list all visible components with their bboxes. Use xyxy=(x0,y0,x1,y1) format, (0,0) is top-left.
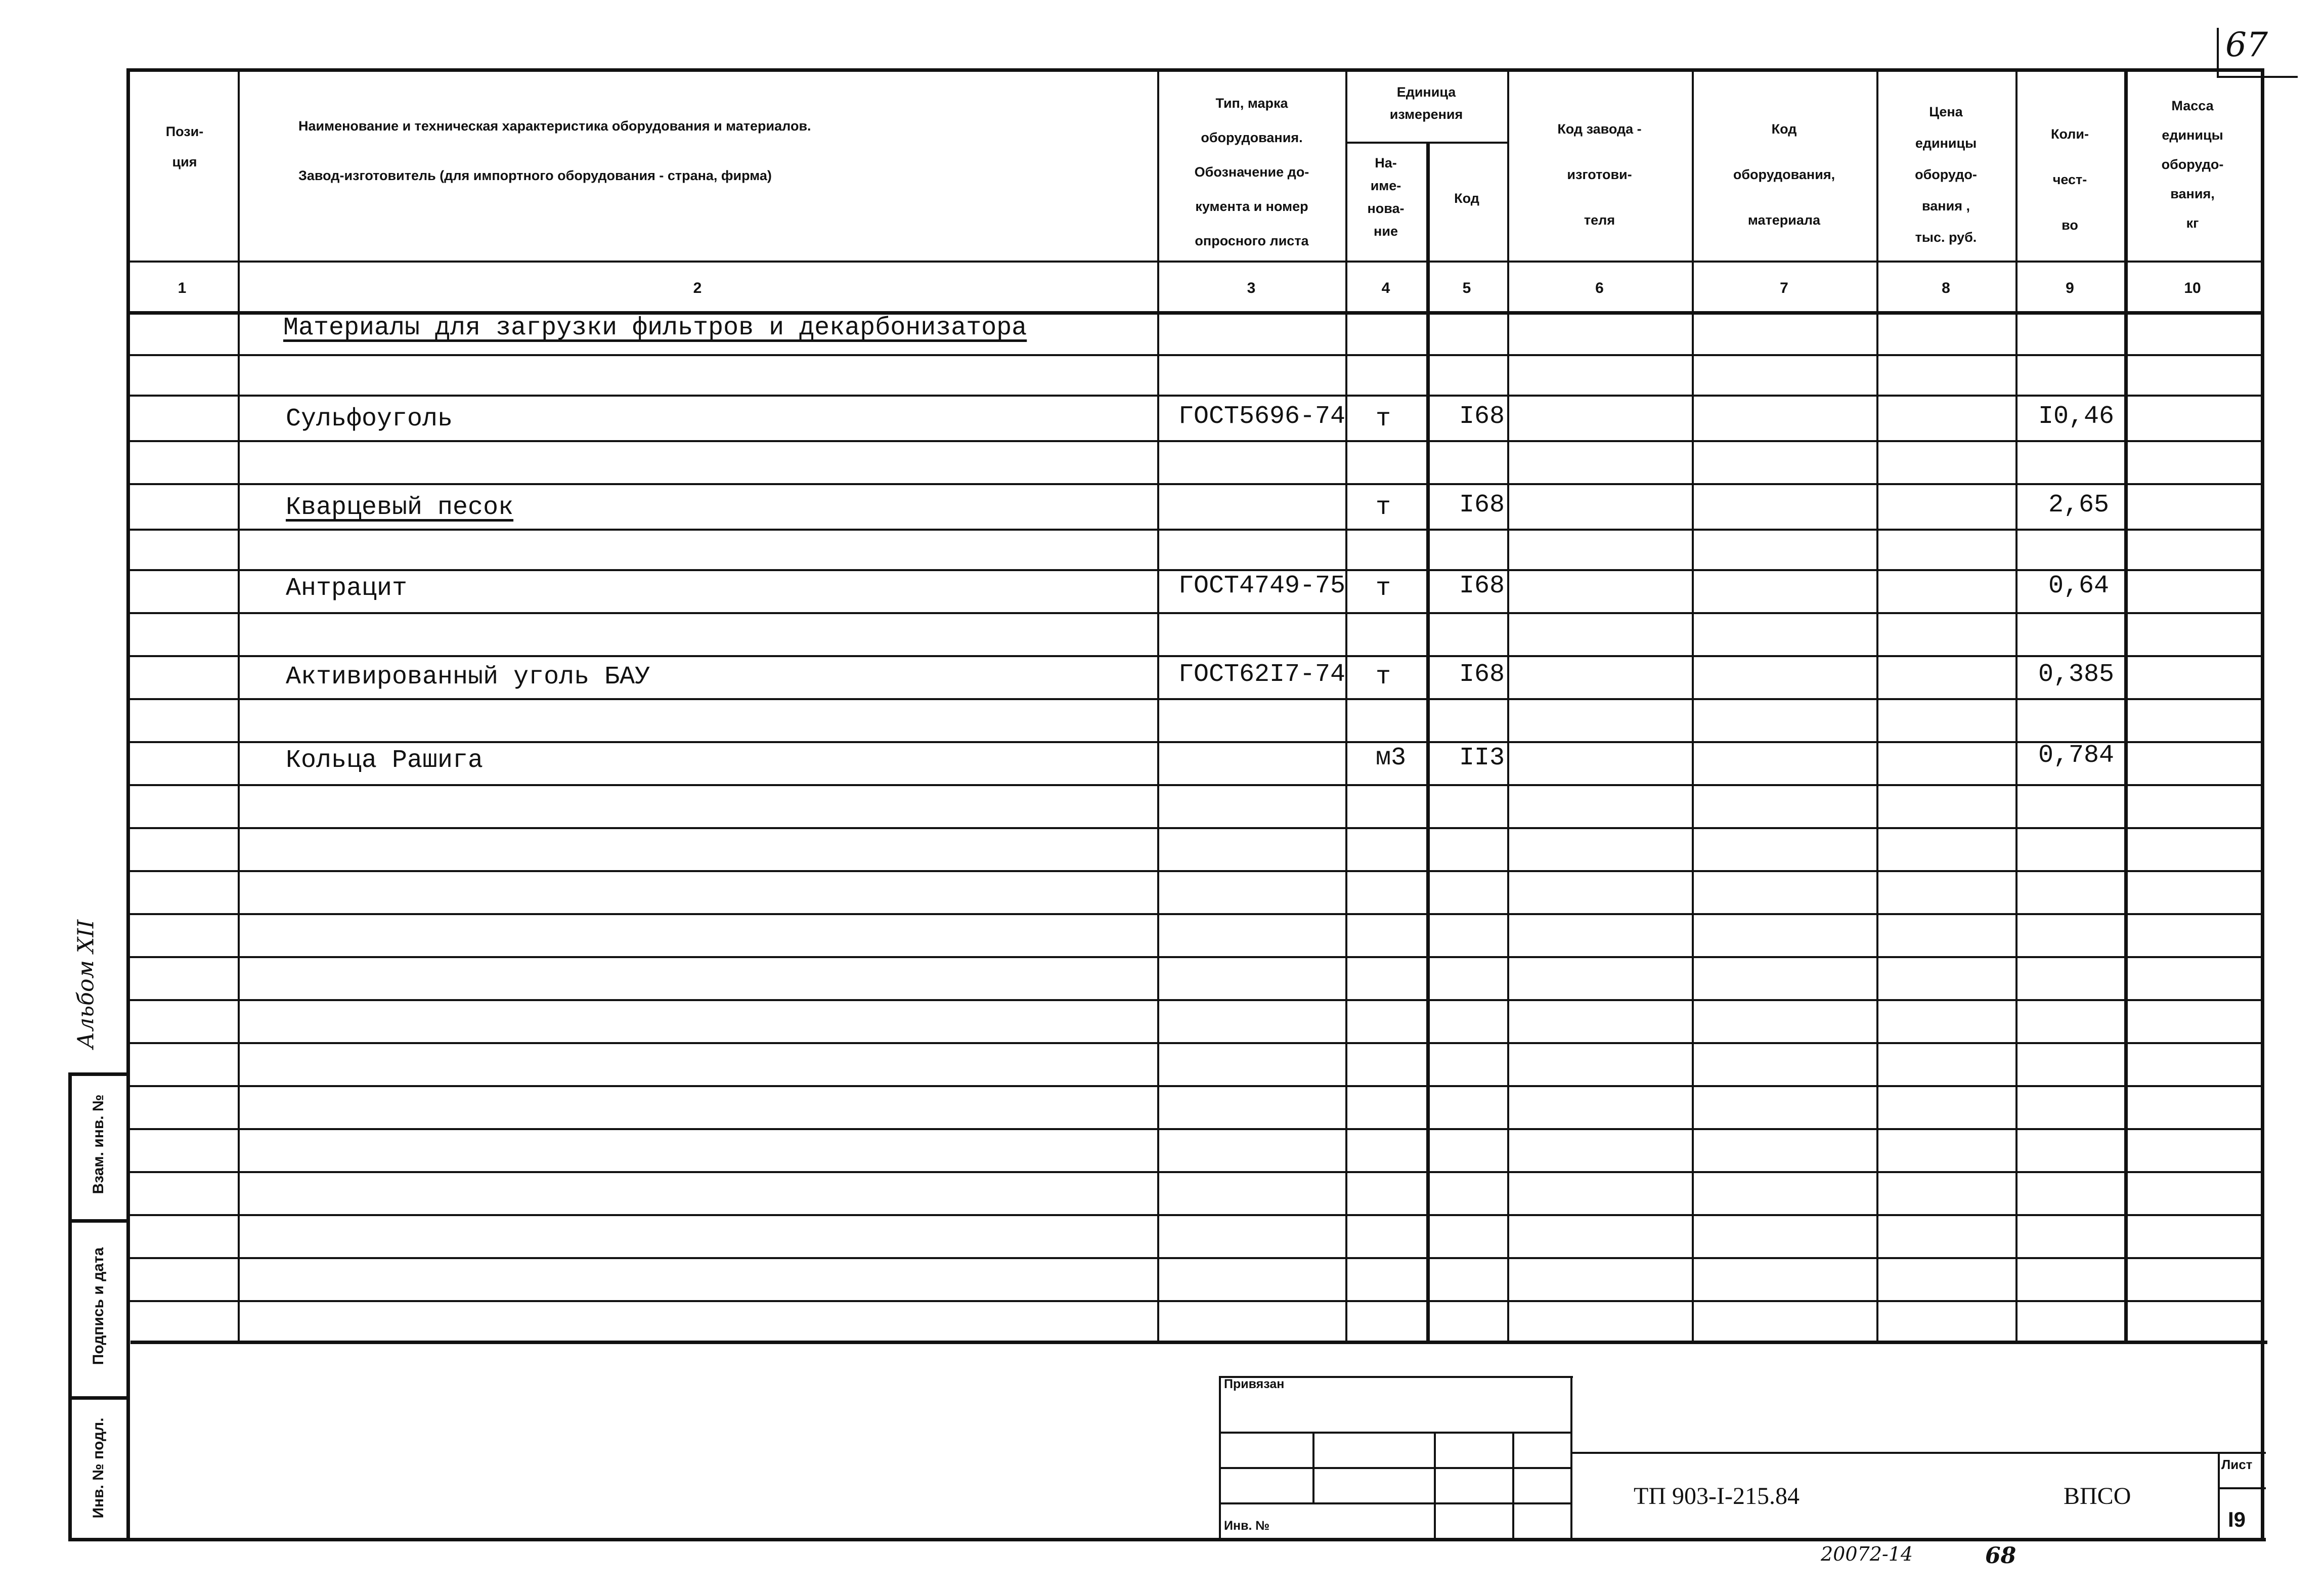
table-bottom-border xyxy=(130,1341,2267,1344)
side-stamp-signature-date: Подпись и дата xyxy=(90,1247,107,1365)
item-unit: т xyxy=(1376,493,1391,522)
column-number: 4 xyxy=(1381,280,1390,296)
item-type: ГОСТ5696-74 xyxy=(1178,402,1346,431)
item-code: I68 xyxy=(1459,660,1505,689)
sheet-number: I9 xyxy=(2228,1507,2246,1531)
header-unit-code: Код xyxy=(1454,191,1479,206)
column-number: 3 xyxy=(1247,280,1256,296)
header-manufacturer-code: Код завода - изготови- теля xyxy=(1557,121,1642,228)
header-quantity: Коли- чест- во xyxy=(2050,126,2089,233)
header-unit-name: На- име- нова- ние xyxy=(1367,155,1405,239)
column-number: 9 xyxy=(2066,280,2074,296)
item-code: I68 xyxy=(1459,491,1505,520)
item-code: I68 xyxy=(1459,572,1505,600)
sheet-label: Лист xyxy=(2221,1457,2253,1472)
column-number: 5 xyxy=(1462,280,1471,296)
item-type: ГОСТ4749-75 xyxy=(1178,572,1346,600)
album-label: Альбом XII xyxy=(73,919,99,1049)
item-unit: т xyxy=(1376,574,1391,603)
stamp-attached-label: Привязан xyxy=(1224,1377,1285,1391)
side-stamp-replace-inv: Взам. инв. № xyxy=(90,1094,107,1194)
column-number: 2 xyxy=(693,280,702,296)
column-number: 6 xyxy=(1595,280,1604,296)
document-part: ВПСО xyxy=(2064,1483,2131,1510)
page-number: 67 xyxy=(2225,25,2268,64)
item-unit: т xyxy=(1376,663,1391,692)
item-quantity: 0,64 xyxy=(2048,572,2110,600)
column-number: 1 xyxy=(178,280,187,296)
item-quantity: I0,46 xyxy=(2038,402,2115,431)
header-unit-group: Единица измерения xyxy=(1389,84,1463,122)
table-right-border xyxy=(2261,68,2264,1540)
item-name: Антрацит xyxy=(286,574,408,603)
header-equipment-code: Код оборудования, материала xyxy=(1733,121,1835,228)
item-name: Кольца Рашига xyxy=(286,746,484,775)
item-quantity: 2,65 xyxy=(2048,491,2110,520)
section-title: Материалы для загрузки фильтров и декарбонизатора xyxy=(283,314,1027,342)
footer-note: 20072-14 xyxy=(1821,1543,1913,1565)
item-unit: т xyxy=(1376,405,1391,434)
item-code: I68 xyxy=(1459,402,1505,431)
item-code: II3 xyxy=(1459,744,1505,772)
header-type: Тип, марка оборудования. Обозначение до- кумента и номер опросного листа xyxy=(1194,96,1309,248)
header-mass: Масса единицы оборудо- вания, кг xyxy=(2161,98,2224,231)
item-unit: м3 xyxy=(1376,744,1407,772)
column-number: 10 xyxy=(2184,280,2201,296)
column-number: 8 xyxy=(1942,280,1950,296)
footer-page: 68 xyxy=(1985,1543,2016,1569)
stamp-inv-label: Инв. № xyxy=(1224,1519,1270,1533)
item-quantity: 0,385 xyxy=(2038,660,2115,689)
item-type: ГОСТ62I7-74 xyxy=(1178,660,1346,689)
item-name: Активированный уголь БАУ xyxy=(286,663,650,692)
item-quantity: 0,784 xyxy=(2038,741,2115,770)
header-position: Пози- ция xyxy=(165,124,204,169)
item-name: Сульфоуголь xyxy=(286,405,453,434)
item-name: Кварцевый песок xyxy=(286,493,514,522)
side-stamp-inv-original: Инв. № подл. xyxy=(90,1417,107,1519)
table-top-border xyxy=(126,68,2263,72)
column-number: 7 xyxy=(1780,280,1788,296)
document-code: ТП 903-I-215.84 xyxy=(1634,1483,1800,1510)
header-unit-price: Цена единицы оборудо- вания , тыс. руб. xyxy=(1915,104,1977,245)
header-name: Наименование и техническая характеристика оборудования и материалов. Завод-изготовитель (для импортного оборудования - страна, фирма) xyxy=(298,118,811,183)
